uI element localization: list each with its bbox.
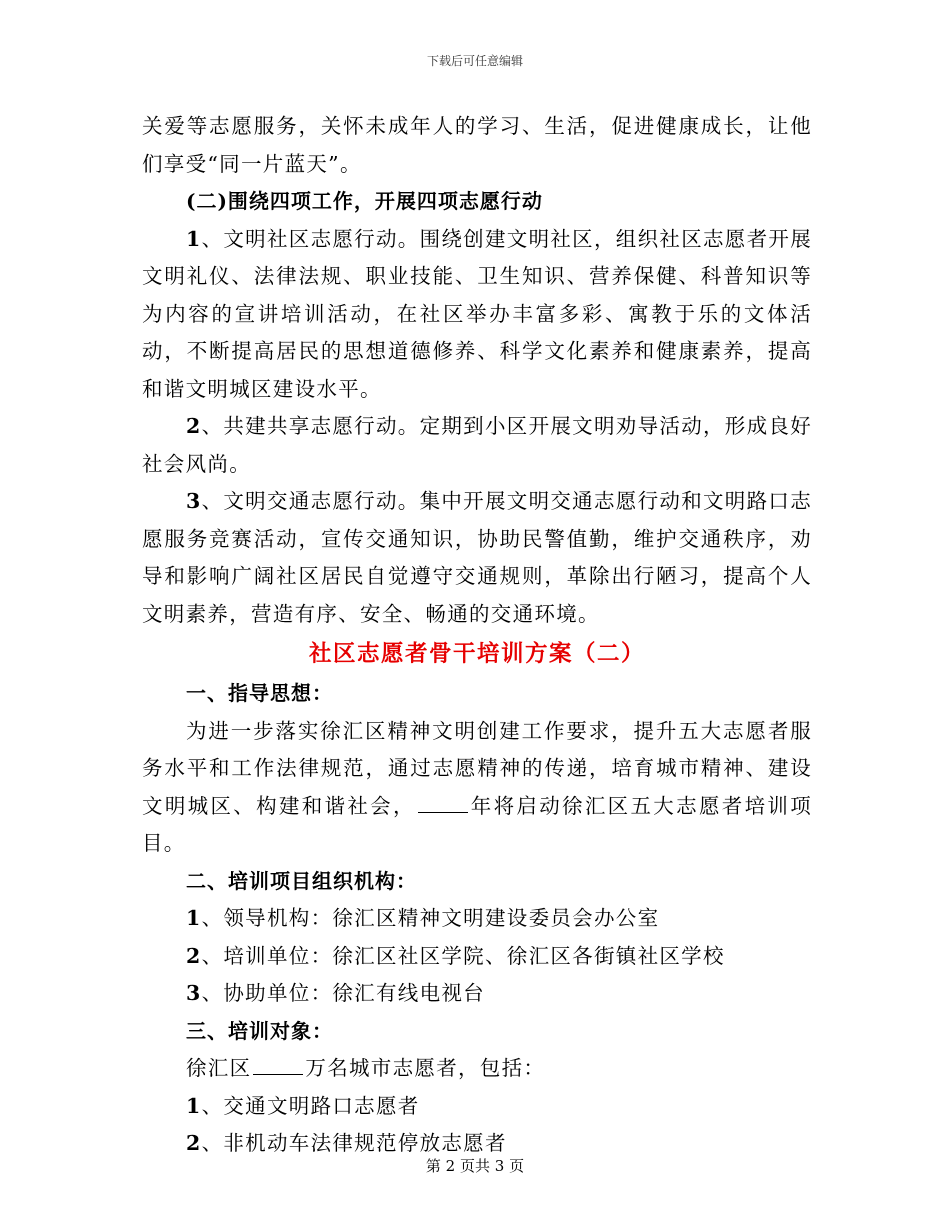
target-item-1 [142,1088,812,1126]
item-text: 、协助单位：徐汇有线电视台 [201,981,485,1005]
heading-training-targets: 三、培训对象： [186,1018,333,1043]
org-item-3 [142,975,812,1013]
fill-blank-year [418,794,468,813]
document-title: 社区志愿者骨干培训方案（二） [308,641,645,667]
paragraph-item-1 [142,221,812,409]
item-number: 3 [186,981,202,1005]
item-text: 、共建共享志愿行动。定期到小区开展文明劝导活动，形成良好社会风尚。 [142,414,812,476]
org-item-2 [142,938,812,976]
item-text: 、领导机构：徐汇区精神文明建设委员会办公室 [201,906,660,930]
paragraph-item-2 [142,408,812,483]
guide-text-a: 为进一步落实徐汇区精神文明创建工作要求，提升五大志愿者服务水平和工作法律规范，通过志愿精神的传递，培育城市精神、建设文明城区、构建和谐社会， [142,718,812,818]
paragraph-guiding-ideology [142,713,812,863]
item-number: 3 [186,489,202,513]
item-number: 2 [186,414,202,438]
heading-guiding-ideology: 一、指导思想： [186,681,333,705]
item-number: 2 [186,1131,202,1155]
target-text-a: 徐汇区 [186,1056,252,1080]
item-number: 1 [186,1093,202,1118]
guide-text-b: 年将启动徐汇区五大志愿者培训项目。 [142,793,812,855]
paragraph-targets [142,1050,812,1088]
section-heading-2: (二)围绕四项工作，开展四项志愿行动 [186,189,543,213]
item-number: 1 [186,906,202,930]
fill-blank-count [253,1056,303,1075]
item-text: 、交通文明路口志愿者 [201,1093,420,1118]
target-text-b: 万名城市志愿者，包括： [305,1056,546,1080]
page-header: 下载后可任意编辑 [426,54,523,68]
paragraph-continued: 关爱等志愿服务，关怀未成年人的学习、生活，促进健康成长，让他们享受“同一片蓝天”。 [142,114,812,176]
org-item-1 [142,900,812,938]
item-text: 、培训单位：徐汇区社区学院、徐汇区各街镇社区学校 [201,943,725,968]
heading-organization: 二、培训项目组织机构： [186,868,417,893]
item-text: 、非机动车法律规范停放志愿者 [201,1131,507,1155]
page-footer: 第 2 页共 3 页 [425,1157,525,1175]
document-body [142,108,812,1163]
item-text: 、文明社区志愿行动。围绕创建文明社区，组织社区志愿者开展文明礼仪、法律法规、职业技能、卫生知识、营养保健、科普知识等为内容的宣讲培训活动，在社区举办丰富多彩、寓教于乐的文体活动，不断提高居民的思想道德修养、科学文化素养和健康素养，提高和谐文明城区建设水平。 [142,226,812,401]
item-number: 1 [186,226,202,251]
item-number: 2 [186,943,202,968]
paragraph-item-3 [142,483,812,633]
item-text: 、文明交通志愿行动。集中开展文明交通志愿行动和文明路口志愿服务竞赛活动，宣传交通知识，协助民警值勤，维护交通秩序，劝导和影响广阔社区居民自觉遵守交通规则，革除出行陋习，提高个人文明素养，营造有序、安全、畅通的交通环境。 [142,489,812,626]
